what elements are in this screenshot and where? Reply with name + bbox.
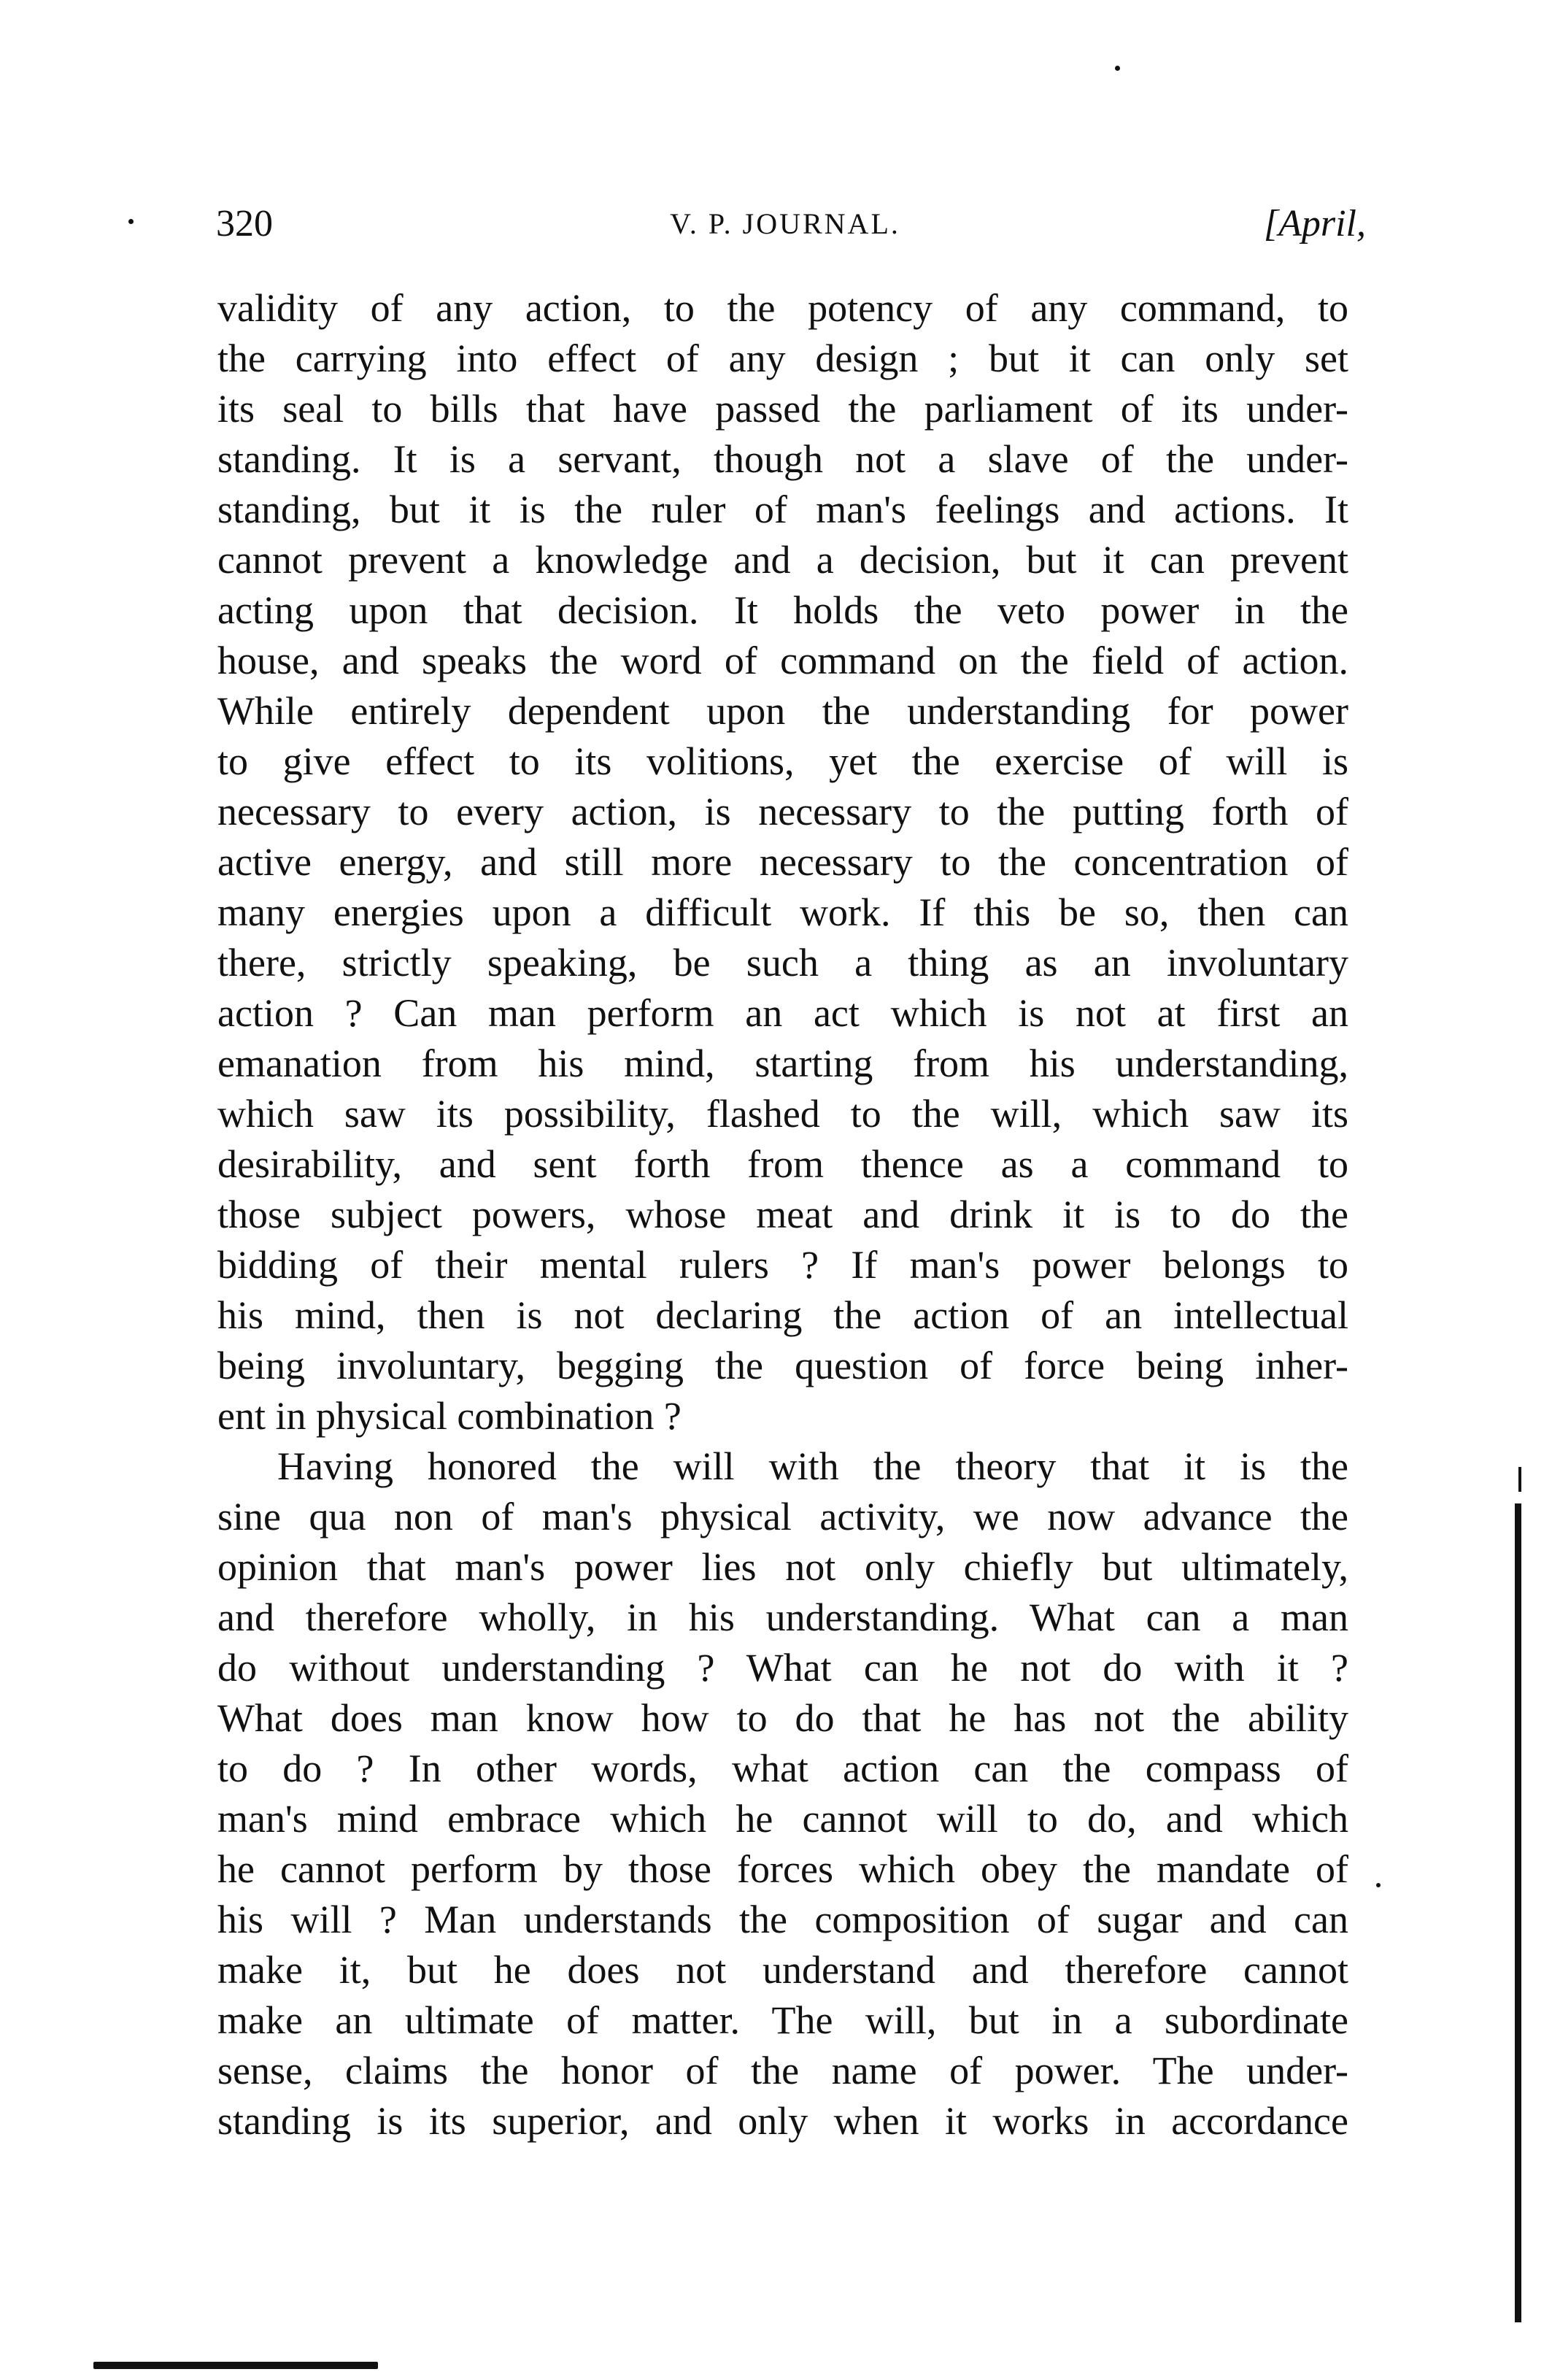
text-line: standing is its superior, and only when it works in accordance: [217, 2099, 1348, 2143]
text-line: ent in physical combination ?: [217, 1394, 682, 1438]
text-line: necessary to every action, is necessary to the putting forth of: [217, 790, 1348, 833]
text-line: many energies upon a difficult work. If this be so, then can: [217, 890, 1348, 934]
scan-dot-left: [128, 219, 134, 224]
text-line: make an ultimate of matter. The will, but in a subordinate: [217, 1998, 1348, 2042]
text-line: validity of any action, to the potency of any command, to: [217, 286, 1348, 330]
text-line: opinion that man's power lies not only chiefly but ultimately,: [217, 1545, 1348, 1589]
text-line: sine qua non of man's physical activity, we now advance the: [217, 1495, 1348, 1538]
bottom-edge-mark: [93, 2362, 378, 2369]
text-line: those subject powers, whose meat and drink it is to do the: [217, 1193, 1348, 1236]
text-line: there, strictly speaking, be such a thing as an involuntary: [217, 941, 1348, 985]
text-line: to do ? In other words, what action can the compass of: [217, 1747, 1348, 1790]
page-number: 320: [216, 203, 273, 244]
text-line: What does man know how to do that he has not the ability: [217, 1696, 1348, 1740]
text-line: its seal to bills that have passed the parliament of its under-: [217, 387, 1348, 431]
text-line: standing. It is a servant, though not a slave of the under-: [217, 437, 1348, 481]
text-line: the carrying into effect of any design ; but it can only set: [217, 336, 1348, 380]
text-line: make it, but he does not understand and therefore cannot: [217, 1948, 1348, 1992]
running-month: [April,: [1263, 203, 1366, 244]
text-line: man's mind embrace which he cannot will to do, and which: [217, 1797, 1348, 1841]
text-line: and therefore wholly, in his understanding. What can a man: [217, 1595, 1348, 1639]
text-line: his mind, then is not declaring the action of an intellectual: [217, 1293, 1348, 1337]
text-line: being involuntary, begging the question of force being inher-: [217, 1344, 1348, 1387]
text-line: sense, claims the honor of the name of power. The under-: [217, 2049, 1348, 2092]
text-line: Having honored the will with the theory that it is the: [277, 1444, 1348, 1488]
text-line: house, and speaks the word of command on the field of action.: [217, 639, 1348, 682]
text-line: action ? Can man perform an act which is not at first an: [217, 991, 1348, 1035]
text-line: his will ? Man understands the composition of sugar and can: [217, 1898, 1348, 1941]
page-header: [216, 199, 1366, 250]
scan-tick-right: [1518, 1467, 1521, 1492]
text-line: emanation from his mind, starting from his understanding,: [217, 1041, 1348, 1085]
running-title: V. P. JOURNAL.: [670, 207, 900, 240]
scan-dot-right: [1376, 1883, 1381, 1887]
text-line: bidding of their mental rulers ? If man's power belongs to: [217, 1243, 1348, 1287]
body-text: [217, 283, 1348, 2146]
text-line: standing, but it is the ruler of man's feelings and actions. It: [217, 488, 1348, 531]
binding-edge-mark: [1515, 1503, 1521, 2322]
text-line: desirability, and sent forth from thence as a command to: [217, 1142, 1348, 1186]
text-line: which saw its possibility, flashed to the will, which saw its: [217, 1092, 1348, 1136]
text-line: he cannot perform by those forces which obey the mandate of: [217, 1847, 1348, 1891]
text-line: active energy, and still more necessary to the concentration of: [217, 840, 1348, 884]
text-line: cannot prevent a knowledge and a decision, but it can prevent: [217, 538, 1348, 582]
text-line: do without understanding ? What can he not do with it ?: [217, 1646, 1348, 1690]
scan-dot-top: [1115, 66, 1120, 71]
text-line: acting upon that decision. It holds the veto power in the: [217, 588, 1348, 632]
text-line: While entirely dependent upon the understanding for power: [217, 689, 1348, 733]
text-line: to give effect to its volitions, yet the exercise of will is: [217, 739, 1348, 783]
